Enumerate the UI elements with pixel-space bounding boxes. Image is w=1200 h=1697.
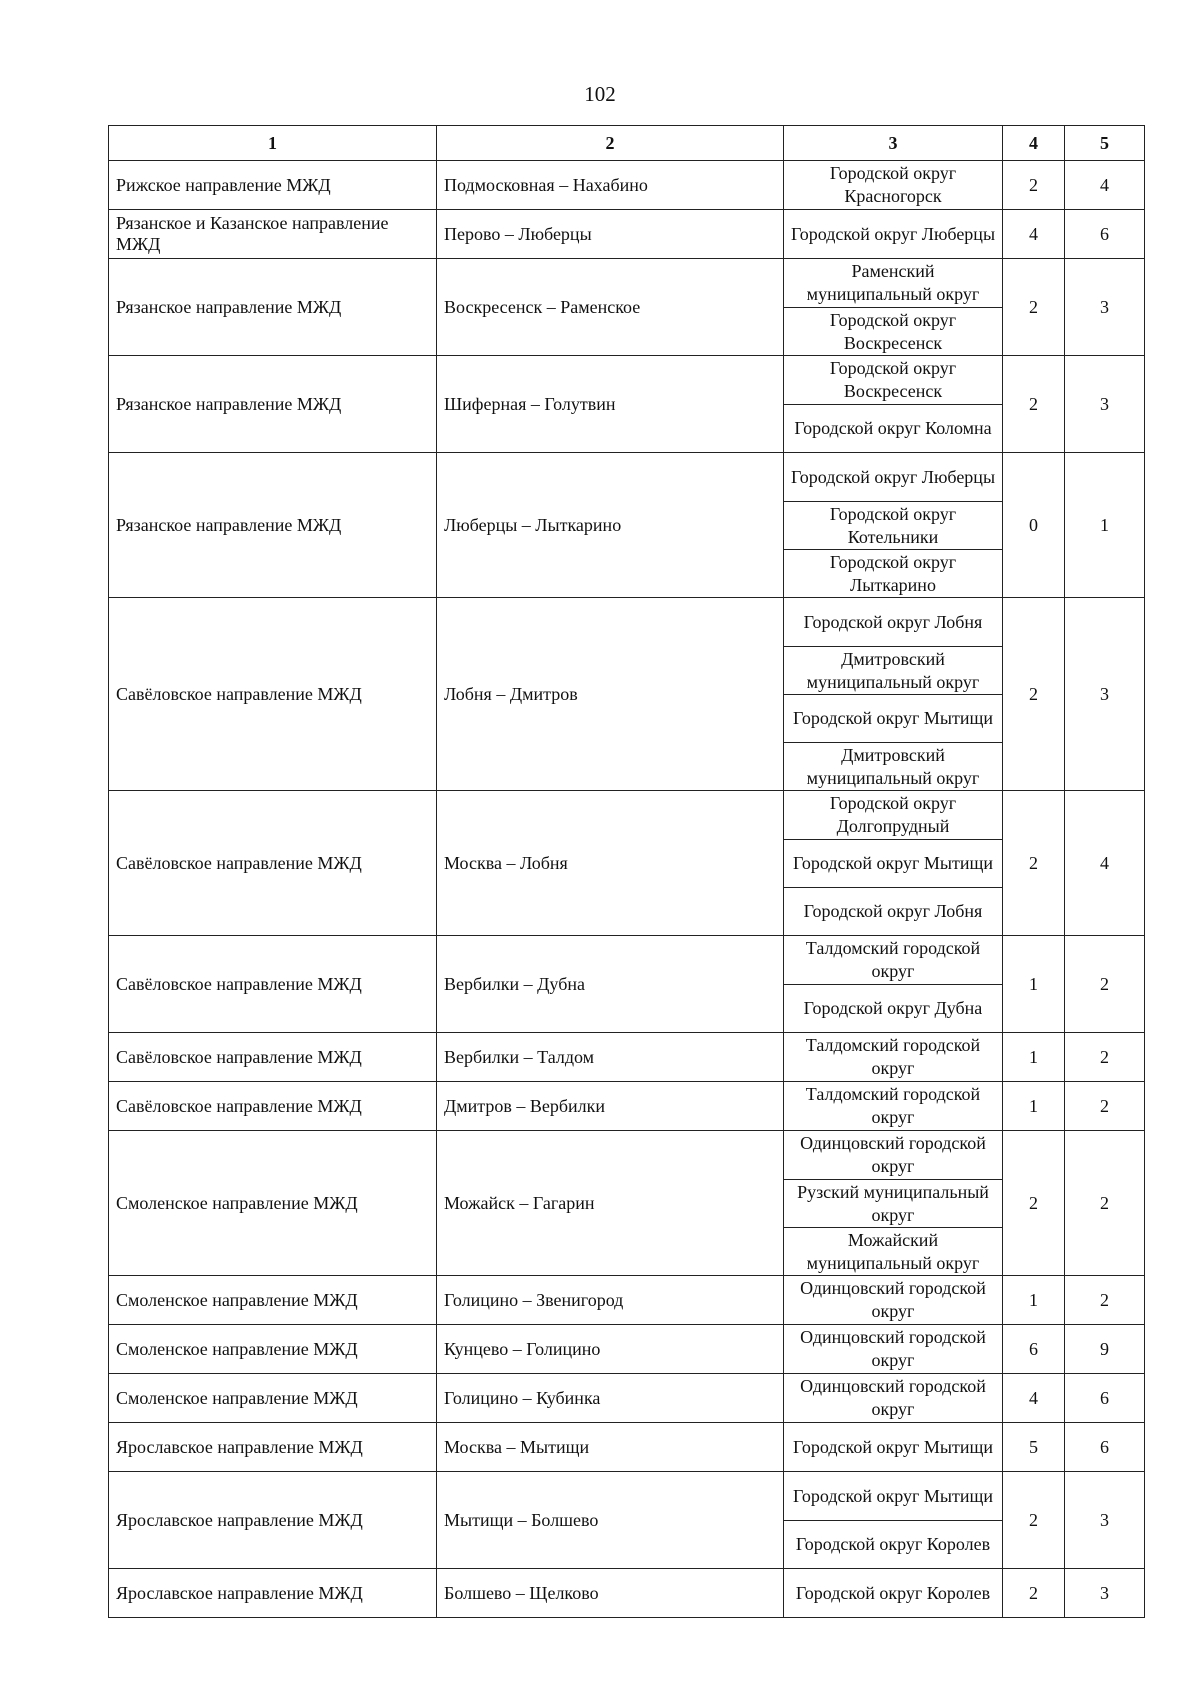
direction-cell: Смоленское направление МЖД: [109, 1325, 437, 1374]
direction-cell: Савёловское направление МЖД: [109, 936, 437, 1033]
table-row: [109, 791, 1145, 936]
direction-cell: Савёловское направление МЖД: [109, 791, 437, 936]
district-entry: Городской округ Красногорск: [829, 163, 957, 206]
column-4-value: 2: [1003, 1131, 1065, 1276]
column-4-value: 1: [1003, 1082, 1065, 1131]
column-4-value: 1: [1003, 1276, 1065, 1325]
direction-cell: Рижское направление МЖД: [109, 161, 437, 210]
districts-cell: [784, 453, 1003, 598]
column-4-value: 2: [1003, 259, 1065, 356]
column-4-value: 0: [1003, 453, 1065, 598]
district-entry: Городской округ Мытищи: [784, 694, 1002, 742]
district-entry: Городской округ Люберцы: [790, 466, 996, 487]
table-row: [109, 1472, 1145, 1569]
page-number: 102: [584, 82, 616, 106]
table-row: [109, 1276, 1145, 1325]
district-entry: Талдомский городской округ: [805, 1035, 981, 1078]
column-header-2: 2: [437, 126, 784, 161]
column-4-value: 4: [1003, 210, 1065, 259]
district-entry: Городской округ Дубна: [784, 984, 1002, 1032]
table-row: [109, 259, 1145, 356]
column-header-4: 4: [1003, 126, 1065, 161]
column-5-value: 6: [1065, 210, 1145, 259]
district-entry: Городской округ Королев: [784, 1520, 1002, 1568]
district-entry: Раменский муниципальный округ: [806, 261, 980, 304]
column-5-value: 6: [1065, 1374, 1145, 1423]
column-4-value: 4: [1003, 1374, 1065, 1423]
district-entry: Дмитровский муниципальный округ: [784, 646, 1002, 694]
table-row: [109, 1374, 1145, 1423]
district-entry: Городской округ Долгопрудный: [829, 793, 957, 836]
direction-cell: Смоленское направление МЖД: [109, 1374, 437, 1423]
districts-cell: [784, 1082, 1003, 1131]
section-cell: Вербилки – Талдом: [437, 1033, 784, 1082]
districts-cell: [784, 1033, 1003, 1082]
districts-cell: [784, 1472, 1003, 1569]
table-row: [109, 598, 1145, 791]
districts-cell: [784, 1569, 1003, 1618]
district-entry: Дмитровский муниципальный округ: [784, 742, 1002, 790]
column-5-value: 3: [1065, 356, 1145, 453]
direction-cell: Ярославское направление МЖД: [109, 1569, 437, 1618]
column-4-value: 1: [1003, 1033, 1065, 1082]
district-entry: Городской округ Люберцы: [790, 223, 996, 244]
column-4-value: 2: [1003, 791, 1065, 936]
districts-cell: [784, 210, 1003, 259]
column-5-value: 2: [1065, 1276, 1145, 1325]
district-entry: Городской округ Мытищи: [793, 1485, 993, 1506]
section-cell: Дмитров – Вербилки: [437, 1082, 784, 1131]
section-cell: Шиферная – Голутвин: [437, 356, 784, 453]
section-cell: Подмосковная – Нахабино: [437, 161, 784, 210]
table-row: [109, 1569, 1145, 1618]
direction-cell: Рязанское и Казанское направление МЖД: [109, 210, 437, 259]
column-5-value: 3: [1065, 1569, 1145, 1618]
table-row: [109, 1082, 1145, 1131]
districts-cell: [784, 1325, 1003, 1374]
column-5-value: 3: [1065, 598, 1145, 791]
column-header-1: 1: [109, 126, 437, 161]
districts-cell: [784, 356, 1003, 453]
section-cell: Кунцево – Голицино: [437, 1325, 784, 1374]
district-entry: Талдомский городской округ: [805, 1084, 981, 1127]
column-5-value: 2: [1065, 936, 1145, 1033]
district-entry: Городской округ Лобня: [803, 611, 983, 632]
column-5-value: 2: [1065, 1033, 1145, 1082]
direction-cell: Рязанское направление МЖД: [109, 259, 437, 356]
table-row: [109, 1033, 1145, 1082]
column-5-value: 4: [1065, 791, 1145, 936]
section-cell: Голицино – Кубинка: [437, 1374, 784, 1423]
table-row: [109, 453, 1145, 598]
district-entry: Городской округ Воскресенск: [829, 358, 957, 401]
district-entry: Городской округ Коломна: [784, 404, 1002, 452]
district-entry: Городской округ Лобня: [784, 887, 1002, 935]
district-entry: Городской округ Мытищи: [793, 1436, 993, 1457]
table-header-row: [109, 126, 1145, 161]
districts-cell: [784, 1276, 1003, 1325]
districts-cell: [784, 791, 1003, 936]
districts-cell: [784, 1131, 1003, 1276]
column-4-value: 2: [1003, 161, 1065, 210]
districts-cell: [784, 936, 1003, 1033]
district-entry: Городской округ Королев: [795, 1582, 991, 1603]
direction-cell: Савёловское направление МЖД: [109, 598, 437, 791]
district-entry: Талдомский городской округ: [805, 938, 981, 981]
column-5-value: 3: [1065, 1472, 1145, 1569]
column-5-value: 2: [1065, 1131, 1145, 1276]
section-cell: Москва – Лобня: [437, 791, 784, 936]
section-cell: Москва – Мытищи: [437, 1423, 784, 1472]
table-row: [109, 936, 1145, 1033]
section-cell: Воскресенск – Раменское: [437, 259, 784, 356]
section-cell: Болшево – Щелково: [437, 1569, 784, 1618]
district-entry: Рузский муниципальный округ: [784, 1179, 1002, 1227]
table-body: [109, 161, 1145, 1618]
direction-cell: Савёловское направление МЖД: [109, 1033, 437, 1082]
column-5-value: 1: [1065, 453, 1145, 598]
district-entry: Одинцовский городской округ: [800, 1376, 986, 1419]
district-entry: Городской округ Воскресенск: [784, 307, 1002, 355]
district-entry: Городской округ Котельники: [784, 501, 1002, 549]
section-cell: Вербилки – Дубна: [437, 936, 784, 1033]
routes-table: [108, 125, 1145, 1618]
direction-cell: Савёловское направление МЖД: [109, 1082, 437, 1131]
district-entry: Одинцовский городской округ: [800, 1278, 986, 1321]
column-5-value: 9: [1065, 1325, 1145, 1374]
districts-cell: [784, 1374, 1003, 1423]
district-entry: Можайский муниципальный округ: [784, 1227, 1002, 1275]
direction-cell: Рязанское направление МЖД: [109, 453, 437, 598]
column-4-value: 5: [1003, 1423, 1065, 1472]
districts-cell: [784, 161, 1003, 210]
district-entry: Городской округ Мытищи: [784, 839, 1002, 887]
table-row: [109, 1423, 1145, 1472]
table-row: [109, 1131, 1145, 1276]
column-5-value: 2: [1065, 1082, 1145, 1131]
direction-cell: Смоленское направление МЖД: [109, 1131, 437, 1276]
section-cell: Лобня – Дмитров: [437, 598, 784, 791]
section-cell: Мытищи – Болшево: [437, 1472, 784, 1569]
section-cell: Можайск – Гагарин: [437, 1131, 784, 1276]
column-5-value: 6: [1065, 1423, 1145, 1472]
column-4-value: 2: [1003, 598, 1065, 791]
column-5-value: 4: [1065, 161, 1145, 210]
districts-cell: [784, 598, 1003, 791]
column-header-5: 5: [1065, 126, 1145, 161]
column-4-value: 6: [1003, 1325, 1065, 1374]
district-entry: Одинцовский городской округ: [800, 1327, 986, 1370]
table-row: [109, 161, 1145, 210]
direction-cell: Рязанское направление МЖД: [109, 356, 437, 453]
column-4-value: 2: [1003, 1472, 1065, 1569]
direction-cell: Ярославское направление МЖД: [109, 1423, 437, 1472]
districts-cell: [784, 259, 1003, 356]
column-4-value: 2: [1003, 1569, 1065, 1618]
column-4-value: 1: [1003, 936, 1065, 1033]
column-5-value: 3: [1065, 259, 1145, 356]
column-header-3: 3: [784, 126, 1003, 161]
district-entry: Одинцовский городской округ: [800, 1133, 986, 1176]
district-entry: Городской округ Лыткарино: [784, 549, 1002, 597]
section-cell: Перово – Люберцы: [437, 210, 784, 259]
direction-cell: Смоленское направление МЖД: [109, 1276, 437, 1325]
direction-cell: Ярославское направление МЖД: [109, 1472, 437, 1569]
column-4-value: 2: [1003, 356, 1065, 453]
districts-cell: [784, 1423, 1003, 1472]
section-cell: Люберцы – Лыткарино: [437, 453, 784, 598]
table-row: [109, 1325, 1145, 1374]
section-cell: Голицино – Звенигород: [437, 1276, 784, 1325]
table-row: [109, 210, 1145, 259]
table-row: [109, 356, 1145, 453]
